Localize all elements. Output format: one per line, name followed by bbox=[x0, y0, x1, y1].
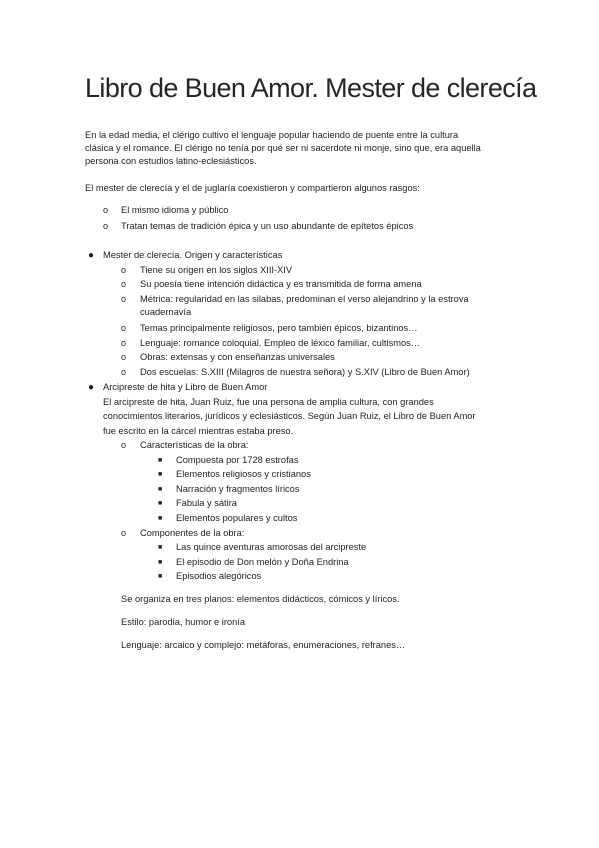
circle-bullet: o bbox=[103, 205, 109, 215]
list-item: Temas principalmente religiosos, pero también épicos, bizantinos… bbox=[140, 323, 418, 333]
list-item-continuation: cuadernavía bbox=[140, 307, 192, 317]
circle-bullet: o bbox=[121, 352, 127, 362]
list-item: Fabula y sátira bbox=[176, 498, 237, 508]
circle-bullet: o bbox=[121, 265, 127, 275]
circle-bullet: o bbox=[121, 323, 127, 333]
subheading-componentes: Componentes de la obra: bbox=[140, 528, 245, 538]
square-bullet: ■ bbox=[158, 457, 163, 464]
subheading-caracteristicas: Características de la obra: bbox=[140, 440, 249, 450]
list-item: Tratan temas de tradición épica y un uso abundante de epítetos épicos bbox=[121, 221, 414, 231]
list-item: Episodios alegóricos bbox=[176, 571, 262, 581]
square-bullet: ■ bbox=[158, 544, 163, 551]
list-item: El episodio de Don melón y Doña Endrina bbox=[176, 557, 349, 567]
circle-bullet: o bbox=[103, 221, 109, 231]
body-line: El arcipreste de hita, Juan Ruiz, fue una persona de amplia cultura, con grandes bbox=[103, 397, 434, 407]
square-bullet: ■ bbox=[158, 500, 163, 507]
disc-bullet: ● bbox=[88, 250, 95, 261]
body-line: conocimientos literarios, jurídicos y eclesiásticos. Según Juan Ruiz, el Libro de Buen Amor bbox=[103, 411, 476, 421]
list-item: Compuesta por 1728 estrofas bbox=[176, 455, 299, 465]
circle-bullet: o bbox=[121, 528, 127, 538]
section-heading-arcipreste: Arcipreste de hita y Libro de Buen Amor bbox=[103, 382, 268, 392]
list-item: Narración y fragmentos líricos bbox=[176, 484, 300, 494]
body-line: fue escrito en la cárcel mientras estaba preso. bbox=[103, 426, 294, 436]
list-item: Las quince aventuras amorosas del arcipreste bbox=[176, 542, 367, 552]
square-bullet: ■ bbox=[158, 471, 163, 478]
intro-line: clásica y el romance. El clérigo no tenía por qué ser ni sacerdote ni monje, sino que, era aquella bbox=[85, 143, 481, 153]
intro-paragraph bbox=[85, 129, 481, 168]
list-item: Lenguaje: romance coloquial. Empleo de léxico familiar, cultismos… bbox=[140, 338, 421, 348]
list-item: Elementos populares y cultos bbox=[176, 513, 298, 523]
list-item: Tiene su origen en los siglos XIII-XIV bbox=[140, 265, 293, 275]
circle-bullet: o bbox=[121, 279, 127, 289]
section-heading-mester: Mester de clerecía. Origen y características bbox=[103, 250, 283, 260]
estilo-line: Estilo: parodia, humor e ironía bbox=[121, 617, 246, 627]
planos-line: Se organiza en tres planos: elementos didácticos, cómicos y líricos. bbox=[121, 594, 400, 604]
list-item: Su poesía tiene intención didáctica y es transmitida de forma amena bbox=[140, 279, 422, 289]
list-item: Dos escuelas: S.XIII (Milagros de nuestra señora) y S.XIV (Libro de Buen Amor) bbox=[140, 367, 470, 377]
circle-bullet: o bbox=[121, 440, 127, 450]
circle-bullet: o bbox=[121, 367, 127, 377]
intro-line: En la edad media, el clérigo cultivo el lenguaje popular haciendo de puente entre la cultura bbox=[85, 130, 459, 140]
lenguaje-line: Lenguaje: arcaico y complejo: metáforas, enumeraciones, refranes… bbox=[121, 640, 406, 650]
intro-line: persona con estudios latino-eclesiásticos. bbox=[85, 156, 257, 166]
circle-bullet: o bbox=[121, 294, 127, 304]
disc-bullet: ● bbox=[88, 382, 95, 393]
circle-bullet: o bbox=[121, 338, 127, 348]
square-bullet: ■ bbox=[158, 515, 163, 522]
square-bullet: ■ bbox=[158, 573, 163, 580]
list-item: Elementos religiosos y cristianos bbox=[176, 469, 311, 479]
square-bullet: ■ bbox=[158, 486, 163, 493]
shared-traits-intro: El mester de clerecía y el de juglaría coexistieron y compartieron algunos rasgos: bbox=[85, 183, 420, 193]
page-title: Libro de Buen Amor. Mester de clerecía bbox=[85, 73, 537, 103]
list-item: El mismo idioma y público bbox=[121, 205, 229, 215]
square-bullet: ■ bbox=[158, 559, 163, 566]
list-item: Métrica: regularidad en las silabas, predominan el verso alejandrino y la estrova bbox=[140, 294, 469, 304]
list-item: Obras: extensas y con enseñanzas universales bbox=[140, 352, 335, 362]
